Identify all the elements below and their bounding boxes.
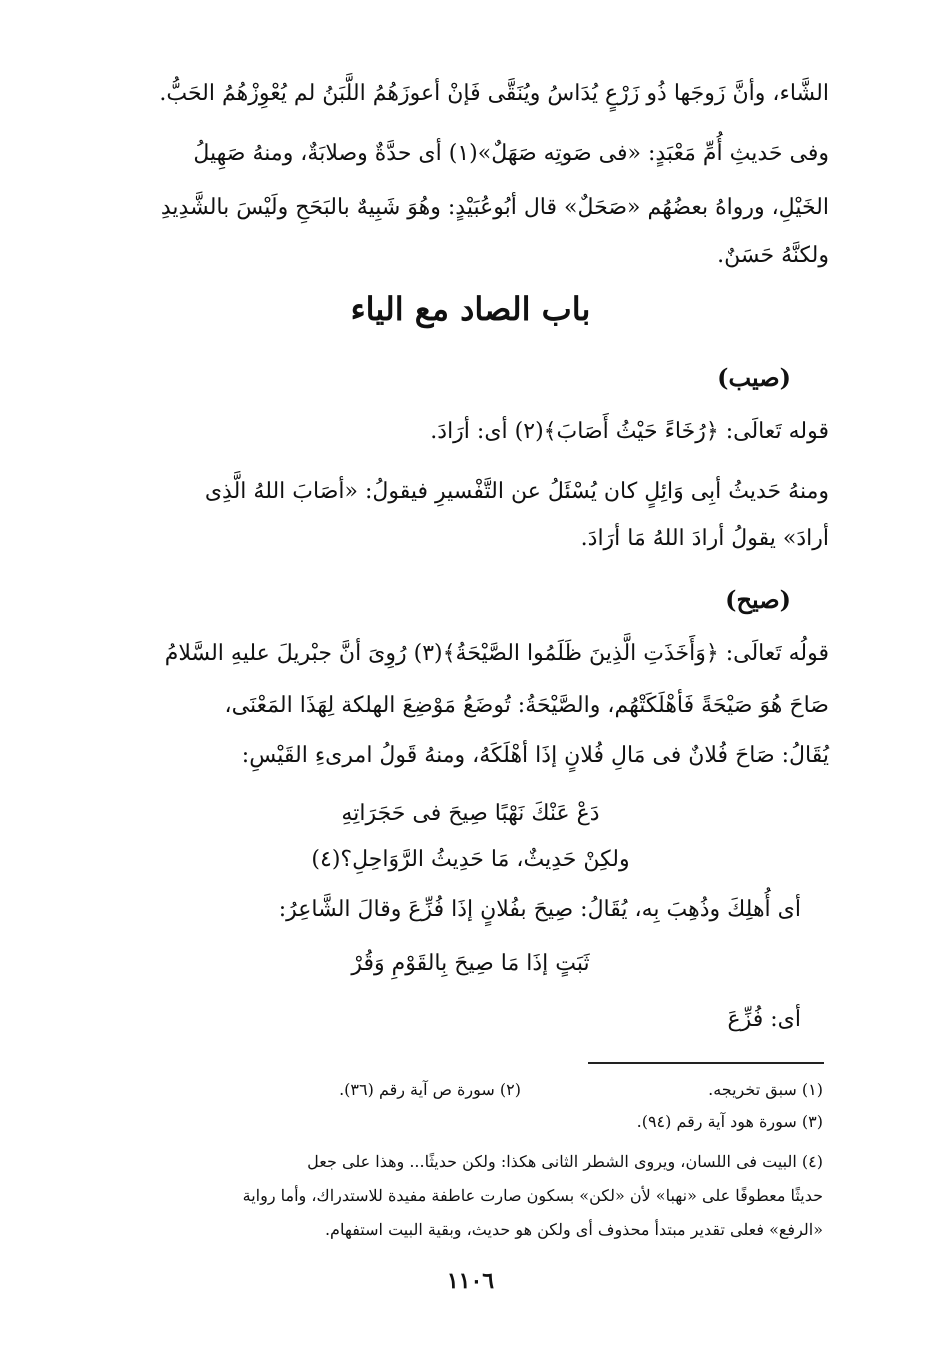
text-line: قولُه تَعالَى: ﴿وَأَخَذَتِ الَّذِينَ ظَلَمُوا الصَّيْحَةُ﴾(٣) رُوِىَ أنَّ جبْريلَ عليهِ السَّلامُ — [164, 641, 829, 666]
entry-heading-sayh: (صيح) — [725, 585, 791, 614]
text-line: صَاحَ هُوَ صَيْحَةً فَأهْلَكَتْهُم، والصَّيْحَةُ: تُوضَعُ مَوْضِعَ الهلكة لِهَذَا المَعْنَى، — [224, 693, 829, 718]
page-number: ١١٠٦ — [446, 1268, 495, 1294]
text-line: ومنهُ حَديثُ أبِى وَائِلٍ كان يُسْئَلُ عن التَّفْسيرِ فيقولُ: «أصَابَ اللهُ الَّذِى — [204, 479, 829, 504]
text-line: يُقَالُ: صَاحَ فُلانٌ فى مَالِ فُلانٍ إذَا أهْلَكَهُ، ومنهُ قَولُ امرىءِ القَيْسِ: — [241, 743, 829, 768]
footnote: حديثًا معطوفًا على «نهبا» لأن «لكن» بسكون صارت عاطفة مفيدة للاستدراك، وأما رواية — [242, 1186, 823, 1205]
footnote: (٣) سورة هود آية رقم (٩٤). — [636, 1112, 823, 1131]
chapter-heading: باب الصاد مع الياء — [350, 290, 591, 328]
footnote: (١) سبق تخريجه. — [708, 1080, 823, 1099]
poem-verse: ولكِنْ حَدِيثٌ، مَا حَدِيثُ الرَّوَاحِلِ؟(٤) — [311, 847, 630, 872]
text-line: أرادَ» يقولُ أرادَ اللهُ مَا أرَادَ. — [580, 526, 829, 551]
poem-verse: ثَبَتٍ إذَا مَا صِيحَ بِالقَوْمِ وَقُرْ — [351, 951, 590, 976]
text-line: وفى حَديثِ أُمِّ مَعْبَدٍ: «فى صَوتِه صَهَلٌ»(١) أى حدَّةٌ وصلابَةٌ، ومنهُ صَهِيلُ — [193, 141, 829, 166]
text-line: أى: فُزِّعَ — [727, 1007, 801, 1032]
footnote-divider — [588, 1062, 824, 1064]
entry-heading-sayb: (صيب) — [717, 363, 791, 392]
poem-verse: دَعْ عَنْكَ نَهْبًا صِيحَ فى حَجَرَاتِهِ — [341, 801, 600, 826]
footnote: «الرفع» فعلى تقدير مبتدأ محذوف أى ولكن هو حديث، وبقية البيت استفهام. — [324, 1220, 823, 1239]
text-line: ولكنَّهُ حَسَنٌ. — [717, 243, 829, 268]
text-line: قوله تَعالَى: ﴿رُخَاءً حَيْثُ أَصَابَ﴾(٢) أى: أرَادَ. — [430, 419, 829, 444]
text-line: الشَّاء، وأنَّ زَوجَها ذُو زَرْعٍ يُدَاسُ ويُنَقَّى فَإنْ أعوزَهُمُ اللَّبَنُ لم يُعْوِزْهُمُ الحَبُّ. — [159, 81, 829, 106]
footnote: (٤) البيت فى اللسان، ويروى الشطر الثانى هكذا: ولكن حديثًا... وهذا على جعل — [307, 1152, 823, 1171]
footnote: (٢) سورة ص آية رقم (٣٦). — [339, 1080, 521, 1099]
text-line: أى أُهلِكَ وذُهِبَ بِه، يُقَالُ: صِيحَ بفُلانٍ إذَا فُزِّعَ وقالَ الشَّاعِرُ: — [278, 897, 801, 922]
text-line: الخَيْلِ، ورواهُ بعضُهُم «صَحَلٌ» قال أبُوعُبَيْدٍ: وهُوَ شَبِيهٌ بالبَحَحِ ولَيْسَ بالشَّدِيدِ — [160, 195, 829, 220]
